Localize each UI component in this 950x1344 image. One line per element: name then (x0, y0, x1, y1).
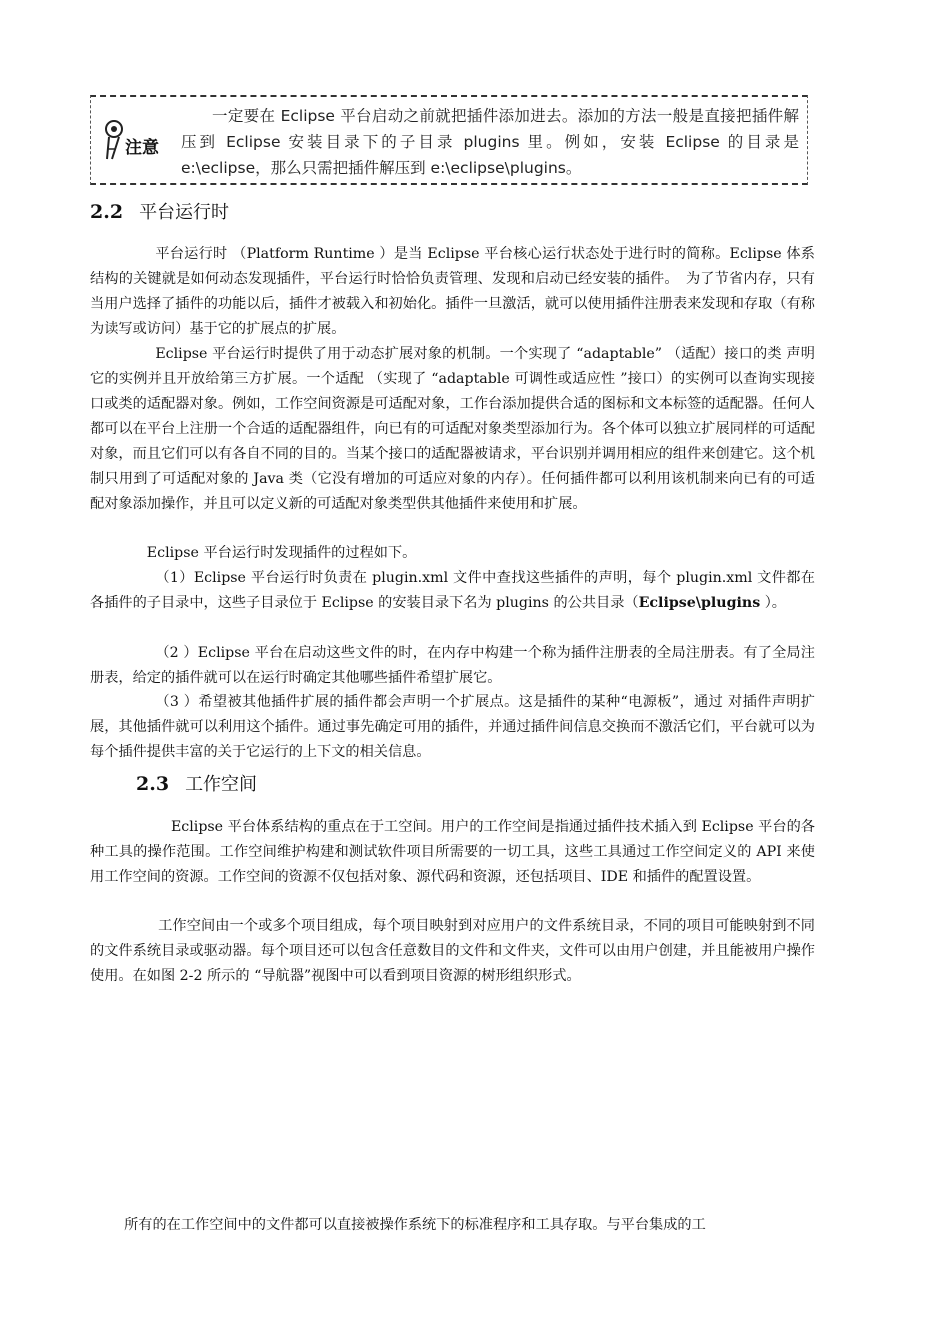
section-heading-2-3 (136, 770, 257, 796)
section-title: 平台运行时 (139, 202, 230, 223)
note-text: 一定要在 Eclipse 平台启动之前就把插件添加进去。添加的方法一般是直接把插件解压到 Eclipse 安装目录下的子目录 plugins 里。例如，安装 Eclipse 的目录是 e:\eclipse，那么只需把插件解压到 e:\eclipse\plugins。 (181, 107, 799, 177)
lightbulb-pen-icon (103, 119, 125, 161)
note-box (90, 95, 808, 185)
paragraph: 工作空间由一个或多个项目组成，每个项目映射到对应用户的文件系统目录，不同的项目可能映射到不同的文件系统目录或驱动器。每个项目还可以包含任意数目的文件和文件夹，文件可以由用户创建，并且能被用户操作使用。在如图 2-2 所示的 “导航器”视图中可以看到项目资源的树形组织形式。 (90, 918, 815, 984)
paragraph: Eclipse 平台体系结构的重点在于工空间。用户的工作空间是指通过插件技术插入到 Eclipse 平台的各种工具的操作范围。工作空间维护构建和测试软件项目所需要的一切工具，这些工具通过工作空间定义的 API 来使用工作空间的资源。工作空间的资源不仅包括对象、源代码和资源，还包括项目、IDE 和插件的配置设置。 (90, 819, 815, 885)
plugins-path: Eclipse\plugins (638, 595, 761, 611)
paragraph: （3 ）希望被其他插件扩展的插件都会声明一个扩展点。这是插件的某种“电源板”，通过 对插件声明扩展，其他插件就可以利用这个插件。通过事先确定可用的插件，并通过插件间信息交换而不激活它们，平台就可以为每个插件提供丰富的关于它运行的上下文的相关信息。 (90, 694, 815, 760)
paragraph: 平台运行时 （Platform Runtime ）是当 Eclipse 平台核心运行状态处于进行时的简称。Eclipse 体系结构的关键就是如何动态发现插件，平台运行时恰恰负责管理、发现和启动已经安装的插件。 为了节省内存，只有当用户选择了插件的功能以后，插件才被载入和初始化。插件一旦激活，就可以使用插件注册表来发现和存取（有称为读写或访问）基于它的扩展点的扩展。 (90, 246, 815, 337)
section-number: 2.2 (90, 201, 124, 223)
paragraph-footer: 所有的在工作空间中的文件都可以直接被操作系统下的标准程序和工具存取。与平台集成的工 (124, 1217, 706, 1233)
paragraph: Eclipse 平台运行时发现插件的过程如下。 (146, 545, 417, 561)
paragraph: （2 ）Eclipse 平台在启动这些文件的时，在内存中构建一个称为插件注册表的全局注册表。有了全局注册表，给定的插件就可以在运行时确定其他哪些插件希望扩展它。 (90, 645, 815, 686)
section-number: 2.3 (136, 773, 170, 795)
section-title: 工作空间 (185, 774, 258, 795)
section-heading-2-2 (90, 198, 229, 224)
note-label: 注意 (125, 138, 159, 158)
paragraph: Eclipse 平台运行时提供了用于动态扩展对象的机制。一个实现了 “adaptable” （适配）接口的类 声明它的实例并且开放给第三方扩展。一个适配 （实现了 “adaptable 可调性或适应性 ”接口）的实例可以查询实现接口或类的适配器对象。例如，工作空间资源是可适配对象，工作台添加提供合适的图标和文本标签的适配器。任何人都可以在平台上注册一个合适的适配器组件，向已有的可适配对象类型添加行为。各个体可以独立扩展同样的可适配对象，而且它们可以有各自不同的目的。当某个接口的适配器被请求，平台识别并调用相应的组件来创建它。这个机制只用到了可适配对象的 Java 类（它没有增加的可适应对象的内存）。任何插件都可以利用该机制来向已有的可适配对象添加操作，并且可以定义新的可适配对象类型供其他插件来使用和扩展。 (90, 346, 815, 512)
paragraph: （1）Eclipse 平台运行时负责在 plugin.xml 文件中查找这些插件的声明，每个 plugin.xml 文件都在各插件的子目录中，这些子目录位于 Eclipse 的安装目录下名为 plugins 的公共目录（Eclipse\plugins ）。 (90, 570, 815, 611)
